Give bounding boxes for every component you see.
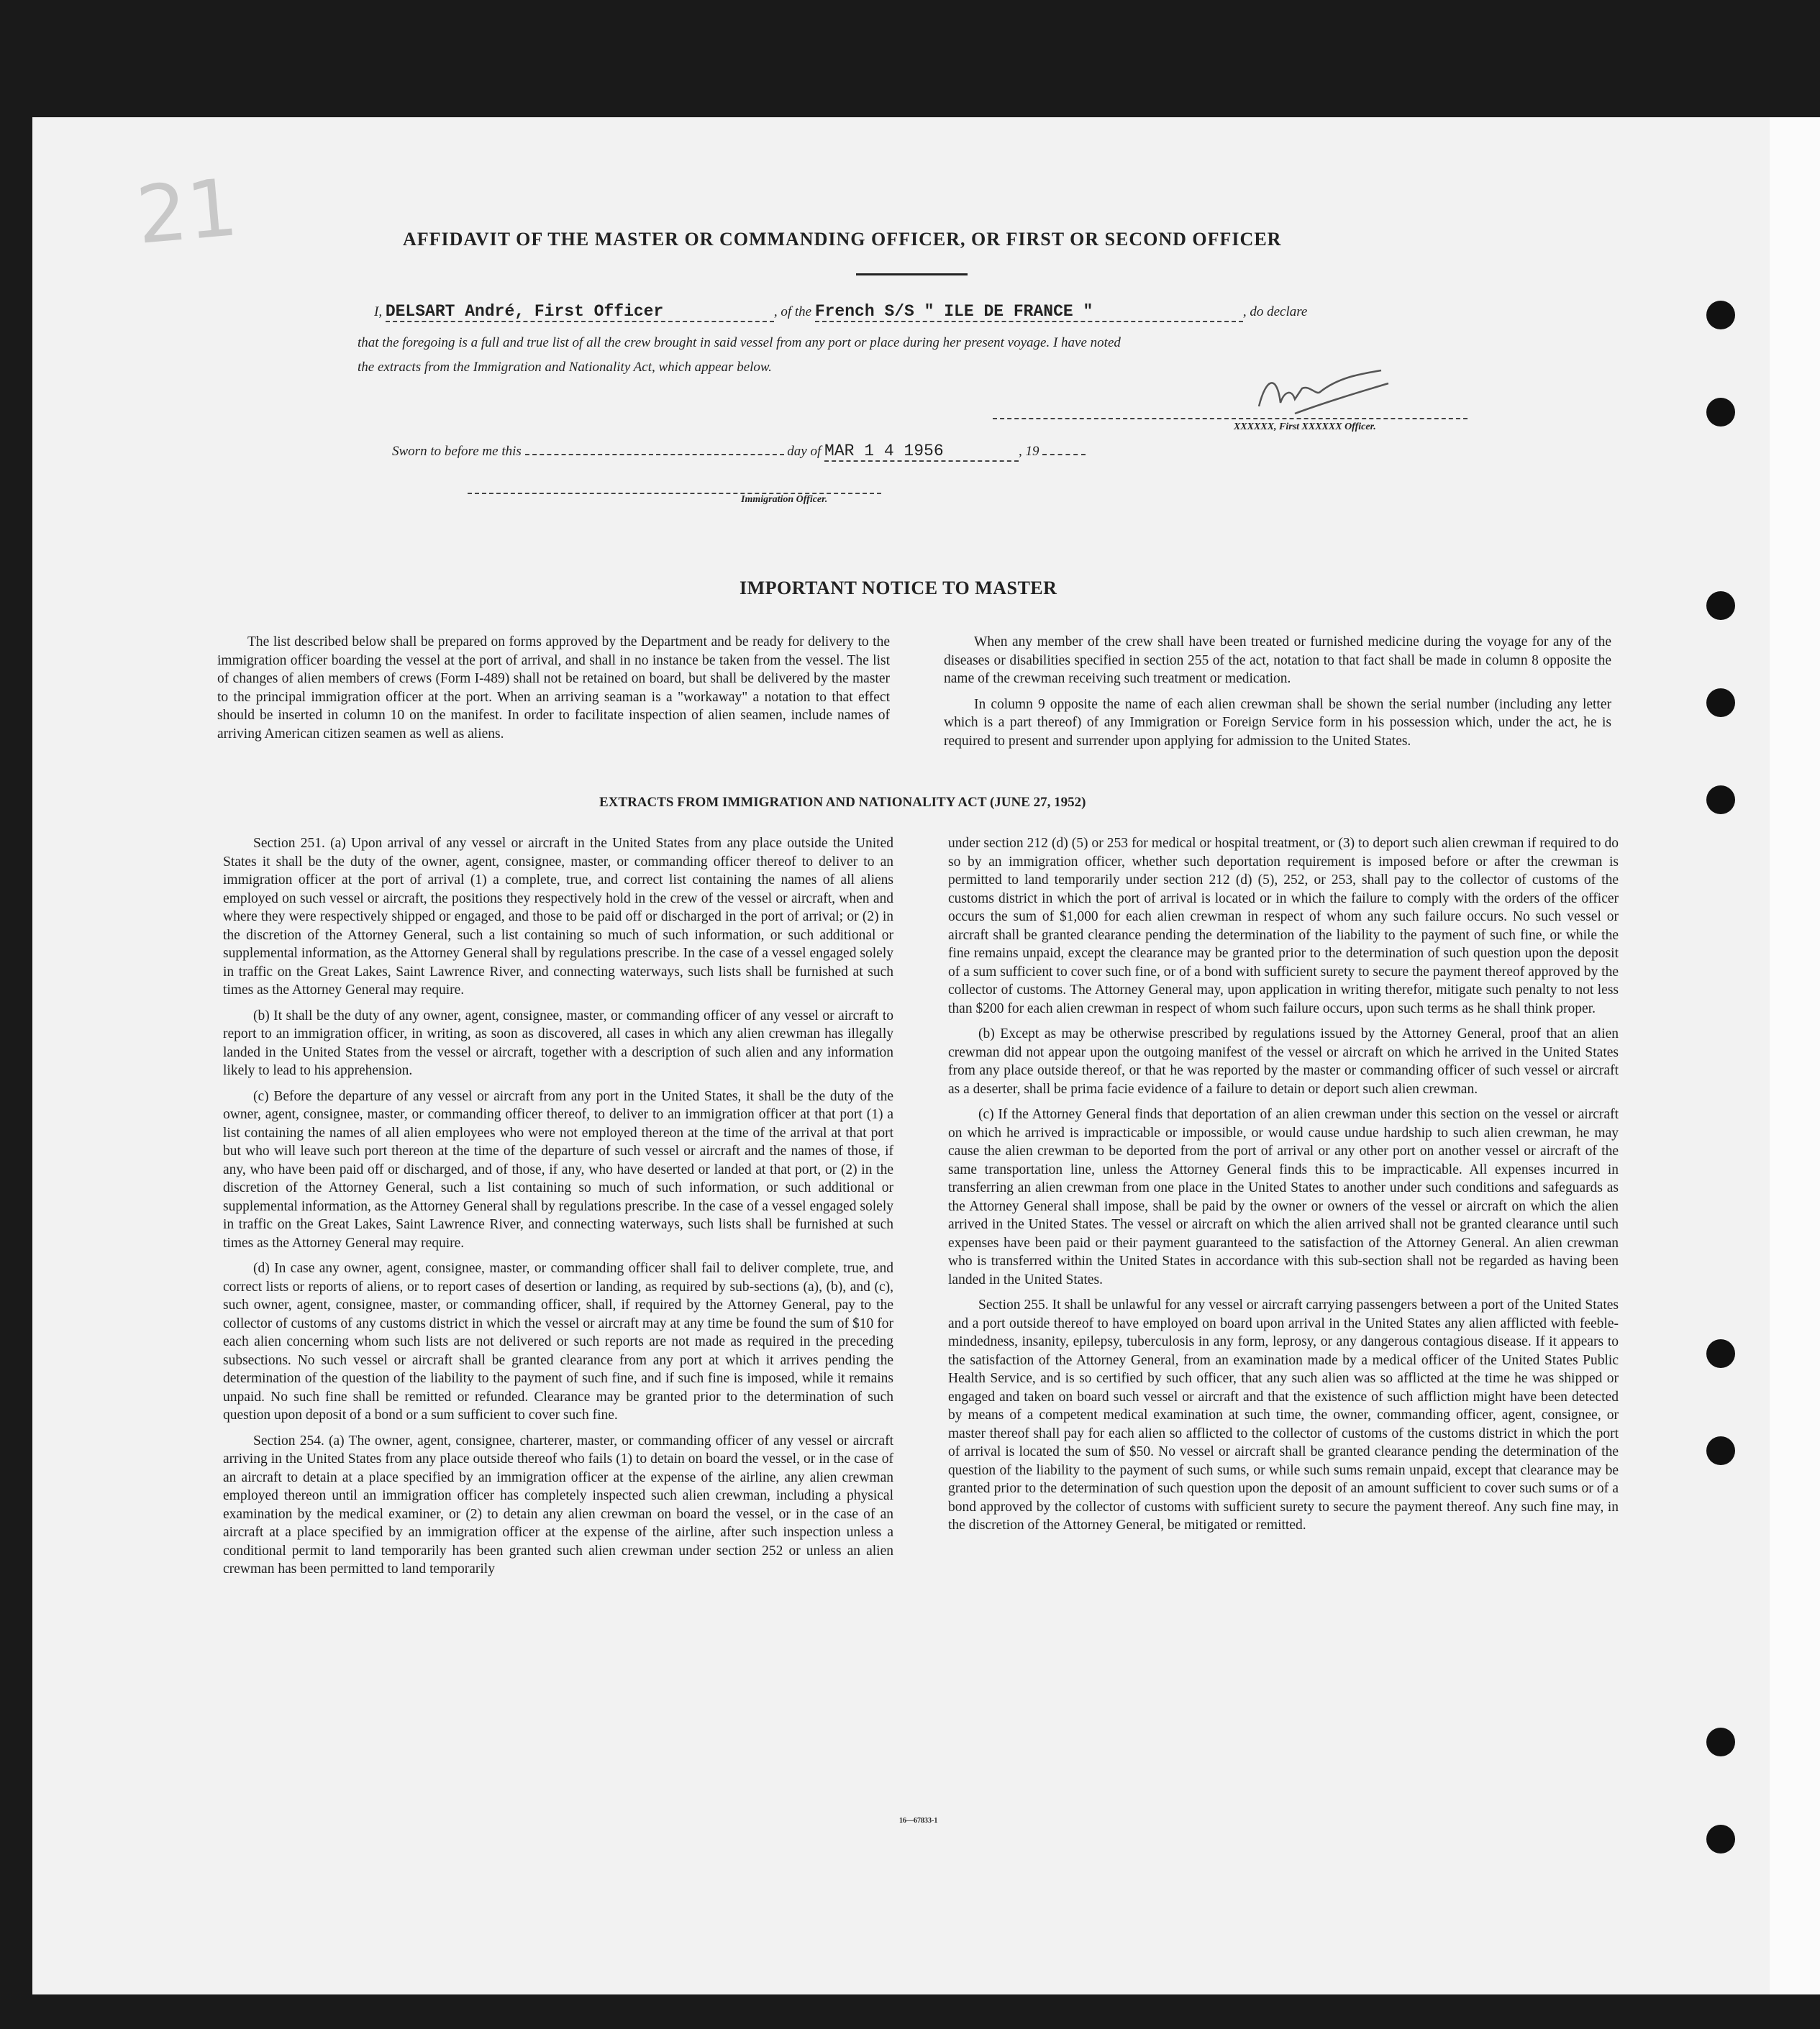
declaration-text-line-2: that the foregoing is a full and true list of all the crew brought in said vessel from any port or place during her present voyage. I have noted [358,335,1121,350]
notice-right-column [944,633,1611,757]
extract-paragraph: Section 255. It shall be unlawful for any vessel or aircraft carrying passengers between a port of the United States and a port outside thereof to have employed on board upon arrival in the United States any alien afflicted with feeble-mindedness, insanity, epilepsy, tuberculosis in any form, leprosy, or any dangerous contagious disease. If it appears to the satisfaction of the Attorney General, from an examination made by a medical officer of the United States Public Health Service, and is so certified by such officer, that any such alien was so afflicted at the time he was shipped or engaged and taken on board such vessel or aircraft and that the existence of such affliction might have been detected by means of a competent medical examination at such time, the owner, commanding officer, agent, consignee, or master thereof shall pay for each alien so afflicted to the collector of customs of the customs district in which the port of arrival is located the sum of $50. No vessel or aircraft shall be granted clearance pending the determination of the question of the liability to the payment of such sums, or while such sums remain unpaid, except that clearance may be granted prior to the determination of such question upon the deposit of an amount sufficient to cover such sums or of a bond approved by the collector of customs with sufficient surety to secure the payment thereof. Any such fine may, in the discretion of the Attorney General, be mitigated or remitted. [948,1298,1619,1533]
extract-paragraph: (b) Except as may be otherwise prescribed by regulations issued by the Attorney General, proof that an alien crewman did not appear upon the outgoing manifest of the vessel or aircraft on which he arrived in the United States from any place outside thereof, or that he was reported by the master or commanding officer of such vessel or aircraft as a deserter, shall be prima facie evidence of a failure to detain or deport such alien crewman. [948,1026,1619,1097]
sworn-date-field [824,442,1019,462]
sworn-day-field [525,454,784,455]
extract-paragraph: (d) In case any owner, agent, consignee, master, or commanding officer shall fail to deliver complete, true, and correct lists or reports of aliens, or to report cases of desertion or landing, as required by sub-sections (a), (b), and (c), such owner, agent, consignee, master, or commanding officer, shall, if required by the Attorney General, pay to the collector of customs of any customs district in which the vessel or aircraft may at any time be found the sum of $10 for each alien concerning whom such lists are not delivered or such reports are not made as required in the preceding subsections. No such vessel or aircraft shall be granted clearance from any port at which it arrives pending the determination of the question of the liability to the payment of such fine, and if such fine is imposed, while it remains unpaid. No such fine shall be remitted or refunded. Clearance may be granted prior to the determination of such question upon deposit of a bond or a sum sufficient to cover such fine. [223,1261,893,1423]
affidavit-title: AFFIDAVIT OF THE MASTER OR COMMANDING OFFICER, OR FIRST OR SECOND OFFICER [403,229,1282,250]
declarant-prefix: I, [374,304,383,319]
vessel-field [815,302,1243,322]
signature-line [993,418,1468,419]
binder-hole-icon [1706,1728,1735,1756]
declarant-field [386,302,774,322]
binder-hole-icon [1706,688,1735,717]
vessel-name: French S/S " ILE DE FRANCE " [814,302,1093,321]
signature-caption: XXXXXX, First XXXXXX Officer. [1234,421,1376,432]
page-edge [1770,117,1820,1994]
margin-page-number: 21 [132,161,242,262]
binder-hole-icon [1706,1436,1735,1465]
extracts-title: EXTRACTS FROM IMMIGRATION AND NATIONALITY ACT (JUNE 27, 1952) [599,795,1086,810]
notice-paragraph: In column 9 opposite the name of each alien crewman shall be shown the serial number (including any letter which is a part thereof) of any Immigration or Foreign Service form in his possession which, under the act, he is required to present and surrender upon applying for admission to the United States. [944,696,1611,749]
declarant-name: DELSART André, First Officer [385,302,664,321]
immigration-officer-caption: Immigration Officer. [741,494,828,505]
do-declare-label: , do declare [1242,304,1308,319]
officer-signature [1252,363,1396,421]
binder-hole-icon [1706,301,1735,329]
extract-paragraph: Section 254. (a) The owner, agent, consignee, charterer, master, or commanding officer of any vessel or aircraft arriving in the United States from any place outside thereof who fails (1) to detain on board the vessel, or in the case of an aircraft to detain at a place specified by an immigration officer at the expense of the airline, any alien crewman employed thereon until an immigration officer has completely inspected such alien crewman, including a physical examination by the medical examiner, or (2) to detain any alien crewman on board the vessel, or in the case of an aircraft at a place specified by an immigration officer at the expense of the airline, after such inspection unless a conditional permit to land temporarily has been granted such alien crewman under section 252 or unless an alien crewman has been permitted to land temporarily [223,1433,893,1577]
extract-paragraph: (b) It shall be the duty of any owner, agent, consignee, master, or commanding officer of any vessel or aircraft to report to an immigration officer, in writing, as soon as discovered, all cases in which any alien crewman has illegally landed in the United States from the vessel or aircraft, together with a description of such alien and any information likely to lead to his apprehension. [223,1008,893,1078]
notice-paragraph: The list described below shall be prepared on forms approved by the Department and be ready for delivery to the immigration officer boarding the vessel at the port of arrival, and shall in no instance be taken from the vessel. The list of changes of alien members of crews (Form I-489) shall not be retained on board, but shall be delivered by the master to the principal immigration officer at the port. When an arriving seaman is a "workaway" a notation to that effect should be inserted in column 10 on the manifest. In order to facilitate inspection of alien seamen, include names of arriving American citizen seamen as well as aliens. [217,634,890,742]
title-divider [856,273,968,275]
notice-paragraph: When any member of the crew shall have been treated or furnished medicine during the voyage for any of the diseases or disabilities specified in section 255 of the act, notation to that fact shall be made in column 8 opposite the name of the crewman receiving such treatment or medication. [944,634,1611,686]
year-label: , 19 [1019,444,1039,459]
day-of-label: day of [787,444,822,459]
binder-hole-icon [1706,1339,1735,1368]
declaration-text-line-3: the extracts from the Immigration and Nationality Act, which appear below. [358,360,772,375]
notice-left-column [217,633,890,750]
declaration-line [374,302,1307,322]
binder-hole-icon [1706,398,1735,427]
binder-hole-icon [1706,591,1735,620]
of-the-label: , of the [773,304,812,319]
extract-paragraph: under section 212 (d) (5) or 253 for medical or hospital treatment, or (3) to deport such alien crewman if required to do so by an immigration officer, whether such deportation requirement is imposed before or after the crewman is permitted to land temporarily under section 212 (d) (5), 252, or 253, shall pay to the collector of customs of the customs district in which the port of arrival is located or in which the failure to comply with the orders of the officer occurs the sum of $1,000 for each alien crewman in respect of whom any such failure occurs. No such vessel or aircraft shall be granted clearance pending the determination of the liability to the payment of such fine, or while the fine remains unpaid, except the clearance may be granted prior to the determination of such question upon the deposit of a sum sufficient to cover such fine, or of a bond with sufficient surety to secure the payment thereof approved by the collector of customs. The Attorney General may, upon application in writing therefor, mitigate such penalty to not less than $200 for each alien crewman in respect of whom such failure occurs, upon such terms as he shall think proper. [948,836,1619,1016]
binder-hole-icon [1706,785,1735,814]
extract-right-column [948,834,1619,1542]
sworn-line [392,442,1086,462]
sworn-label: Sworn to before me this [392,444,522,459]
sworn-year-field [1042,454,1086,455]
sworn-date-stamp: MAR 1 4 1956 [824,442,944,460]
extract-paragraph: (c) If the Attorney General finds that deportation of an alien crewman under this section on the vessel or aircraft on which he arrived is impracticable or impossible, or would cause undue hardship to such alien crewman, he may cause the alien crewman to be deported from the port of arrival or any other port on another vessel or aircraft of the same transportation line, unless the Attorney General finds this to be impracticable. All expenses incurred in transferring an alien crewman from one place in the United States to another under such conditions and safeguards as the Attorney General shall impose, shall be paid by the owner or owners of the vessel or aircraft on which the alien arrived in the United States. The vessel or aircraft on which the alien arrived shall not be granted clearance until such expenses have been paid or their payment guaranteed to the satisfaction of the Attorney General. An alien crewman who is transferred within the United States in accordance with this sub-section shall not be regarded as having been landed in the United States. [948,1107,1619,1287]
extract-paragraph: Section 251. (a) Upon arrival of any vessel or aircraft in the United States from any place outside the United States it shall be the duty of the owner, agent, consignee, master, or commanding officer thereof to deliver to an immigration officer at the port of arrival (1) a complete, true, and correct list containing the names of all aliens employed on such vessel or aircraft, the positions they respectively hold in the crew of the vessel or aircraft, when and where they were respectively shipped or engaged, and those to be paid off or discharged in the port of arrival; or (2) in the discretion of the Attorney General, such a list containing so much of such information, or such additional or supplemental information, as the Attorney General shall by regulations prescribe. In the case of a vessel engaged solely in traffic on the Great Lakes, Saint Lawrence River, and connecting waterways, such lists shall be furnished at such times as the Attorney General may require. [223,836,893,998]
extract-left-column [223,834,893,1586]
form-footer-code: 16—67833-1 [899,1817,938,1825]
notice-title: IMPORTANT NOTICE TO MASTER [740,578,1057,598]
extract-paragraph: (c) Before the departure of any vessel or aircraft from any port in the United States, it shall be the duty of the owner, agent, consignee, master, or commanding officer thereof, to deliver to an immigration officer at that port (1) a list containing the names of all alien employees who were not employed thereon at the time of the arrival at that port but who will leave such port thereon at the time of the departure of such vessel or aircraft and the names of those, if any, who have been paid off or discharged, and of those, if any, who have deserted or landed at that port, or (2) in the discretion of the Attorney General, such a list containing so much of such information, or such additional or supplemental information, as the Attorney General shall by regulations prescribe. In the case of a vessel engaged solely in traffic on the Great Lakes, Saint Lawrence River, and connecting waterways, such lists shall be furnished at such times as the Attorney General may require. [223,1088,893,1251]
binder-hole-icon [1706,1825,1735,1854]
